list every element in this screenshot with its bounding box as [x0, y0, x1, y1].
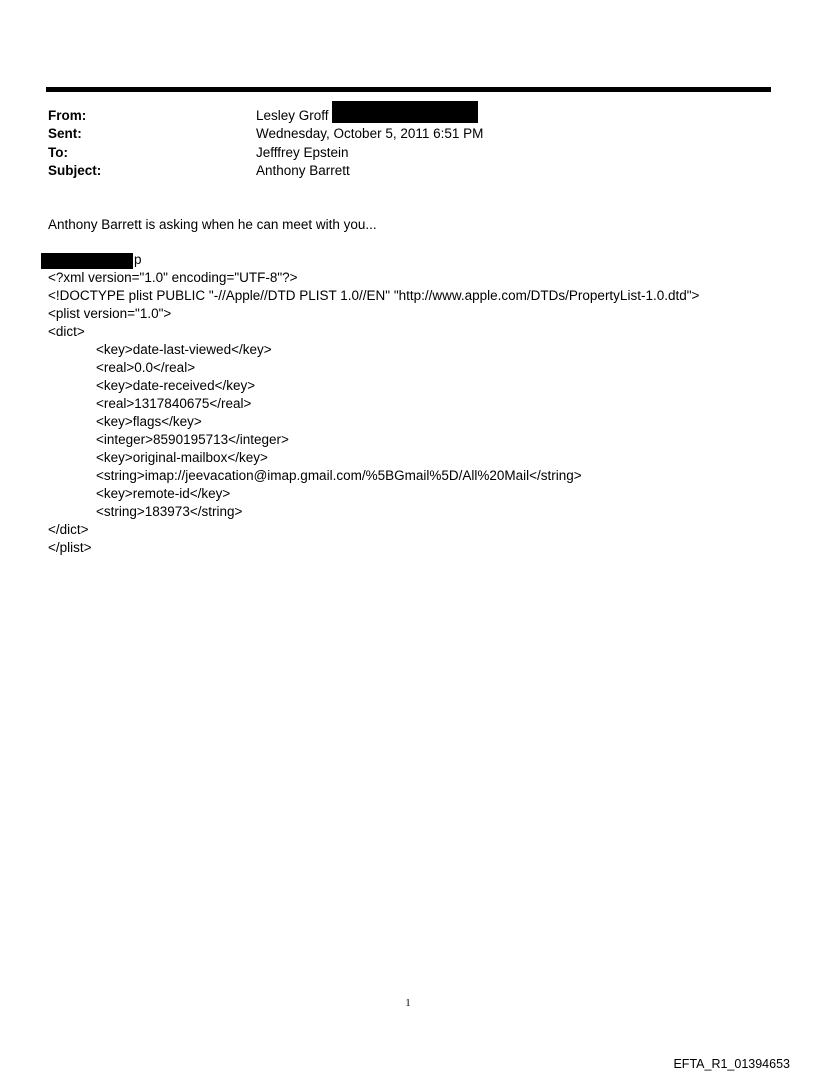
- plist-line: <key>flags</key>: [96, 414, 202, 429]
- subject-value: Anthony Barrett: [256, 163, 350, 178]
- plist-line: <string>183973</string>: [96, 504, 243, 519]
- plist-line: <real>1317840675</real>: [96, 396, 252, 411]
- plist-line: <key>date-last-viewed</key>: [96, 342, 272, 357]
- to-label: To:: [48, 145, 68, 160]
- from-sender-name: Lesley Groff: [256, 108, 329, 123]
- subject-label: Subject:: [48, 163, 102, 178]
- plist-line: <integer>8590195713</integer>: [96, 432, 289, 447]
- redaction-signature: [41, 253, 133, 269]
- plist-attachment: [48, 269, 699, 557]
- redaction-sender-email: [332, 101, 478, 123]
- plist-line: <real>0.0</real>: [96, 360, 196, 375]
- plist-line: <dict>: [48, 324, 85, 339]
- plist-line: <plist version="1.0">: [48, 306, 172, 321]
- plist-line: <?xml version="1.0" encoding="UTF-8"?>: [48, 270, 298, 285]
- to-value: Jefffrey Epstein: [256, 145, 349, 160]
- plist-line: <string>imap://jeevacation@imap.gmail.com/%5BGmail%5D/All%20Mail</string>: [96, 468, 582, 483]
- sent-value: Wednesday, October 5, 2011 6:51 PM: [256, 126, 484, 141]
- plist-line: <!DOCTYPE plist PUBLIC "-//Apple//DTD PLIST 1.0//EN" "http://www.apple.com/DTDs/PropertyList-1.0.dtd">: [48, 288, 700, 303]
- plist-line: </plist>: [48, 540, 92, 555]
- plist-line: </dict>: [48, 522, 89, 537]
- sent-label: Sent:: [48, 126, 82, 141]
- signature-tail: p: [134, 252, 142, 267]
- message-body: Anthony Barrett is asking when he can meet with you...: [48, 217, 377, 232]
- document-id: EFTA_R1_01394653: [673, 1057, 790, 1071]
- plist-line: <key>date-received</key>: [96, 378, 256, 393]
- page-number: 1: [405, 997, 411, 1009]
- header-divider: [46, 87, 771, 92]
- plist-line: <key>original-mailbox</key>: [96, 450, 268, 465]
- plist-line: <key>remote-id</key>: [96, 486, 231, 501]
- from-label: From:: [48, 108, 87, 123]
- from-value: [256, 107, 340, 125]
